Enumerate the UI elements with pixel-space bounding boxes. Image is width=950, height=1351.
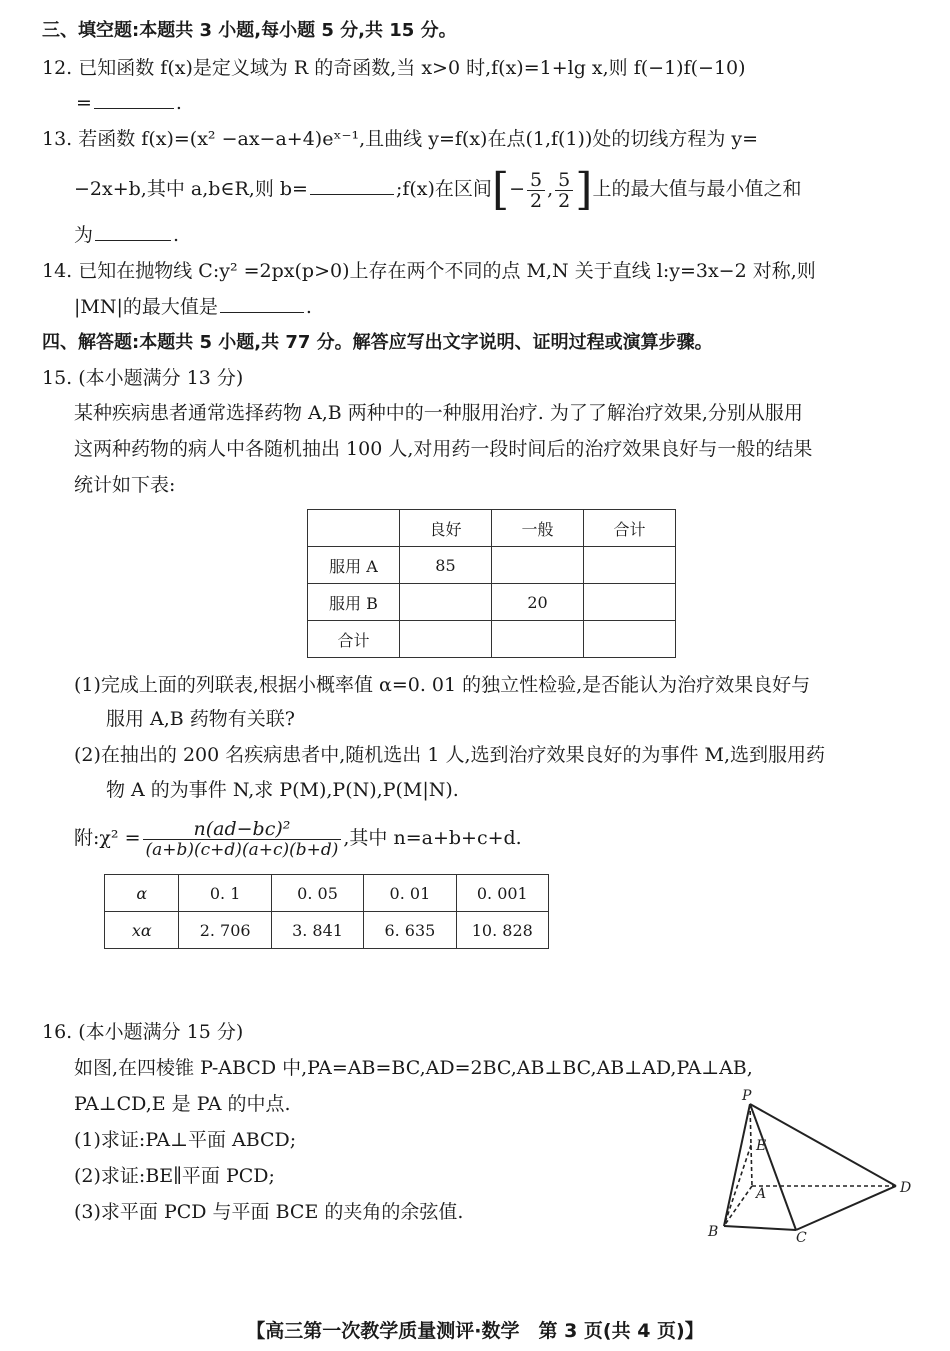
q16-sub1: (1)求证:PA⊥平面 ABCD; xyxy=(74,1129,297,1151)
q16-sub3: (3)求平面 PCD 与平面 BCE 的夹角的余弦值. xyxy=(74,1201,464,1223)
q15-para-line1: 某种疾病患者通常选择药物 A,B 两种中的一种服用治疗. 为了了解治疗效果,分别从服用 xyxy=(74,402,803,424)
table-cell: 0. 01 xyxy=(364,875,456,912)
q15-sub1-line1: (1)完成上面的列联表,根据小概率值 α=0. 01 的独立性检验,是否能认为治疗效果良好与 xyxy=(74,674,811,696)
edge-BC xyxy=(724,1226,796,1230)
table-row xyxy=(308,547,676,584)
table-cell xyxy=(491,621,583,658)
q13-line2 xyxy=(74,164,802,215)
table-header-cell: 合计 xyxy=(584,510,676,547)
edge-PC xyxy=(750,1104,796,1230)
critical-value-table xyxy=(104,874,549,949)
q13-b-blank xyxy=(310,176,394,195)
table-cell: 3. 841 xyxy=(271,912,363,949)
q13-bracket-close: ] xyxy=(575,164,593,215)
q16-para-line2: PA⊥CD,E 是 PA 的中点. xyxy=(74,1093,291,1115)
q15-title: 15. (本小题满分 13 分) xyxy=(42,367,244,389)
q14-period: . xyxy=(305,296,312,318)
table-cell: 20 xyxy=(491,584,583,621)
q12-answer-blank xyxy=(94,90,174,109)
q13-line3 xyxy=(74,222,179,248)
q13-minus: − xyxy=(509,178,526,200)
q15-sub1-line2: 服用 A,B 药物有关联? xyxy=(106,708,295,730)
table-row xyxy=(105,912,549,949)
q13-bracket-open: [ xyxy=(491,164,510,215)
chi-square-numerator: n(ad−bc)² xyxy=(143,819,342,840)
q14-line2 xyxy=(74,294,312,320)
q13-comma: , xyxy=(547,178,554,200)
edge-PB xyxy=(724,1104,750,1226)
q12-line1: 12. 已知函数 f(x)是定义域为 R 的奇函数,当 x>0 时,f(x)=1+lg x,则 f(−1)f(−10) xyxy=(42,57,746,79)
q15-para-line2: 这两种药物的病人中各随机抽出 100 人,对用药一段时间后的治疗效果良好与一般的结果 xyxy=(74,438,813,460)
q13-text-b: ;f(x)在区间 xyxy=(395,178,492,200)
q12-period: . xyxy=(175,92,182,114)
q13-sum-blank xyxy=(95,222,171,241)
q15-sub2-line2: 物 A 的为事件 N,求 P(M),P(N),P(M|N). xyxy=(106,779,459,801)
q13-frac2-den: 2 xyxy=(558,189,571,212)
q14-answer-blank xyxy=(220,294,304,313)
page-footer: 【高三第一次教学质量测评·数学 第 3 页(共 4 页)】 xyxy=(246,1320,704,1342)
label-B: B xyxy=(708,1224,719,1240)
table-cell: 6. 635 xyxy=(364,912,456,949)
q13-wei: 为 xyxy=(74,224,94,246)
table-row xyxy=(105,875,549,912)
q12-line2 xyxy=(76,90,182,116)
q15-sub2-line1: (2)在抽出的 200 名疾病患者中,随机选出 1 人,选到治疗效果良好的为事件 M,选到服用药 xyxy=(74,744,826,766)
q13-text-a: −2x+b,其中 a,b∈R,则 b= xyxy=(74,178,308,200)
q15-para-line3: 统计如下表: xyxy=(74,474,176,496)
chi-square-note: ,其中 n=a+b+c+d. xyxy=(343,827,522,849)
q13-text-c: 上的最大值与最小值之和 xyxy=(592,178,802,200)
table-cell: 0. 001 xyxy=(456,875,548,912)
table-cell: 合计 xyxy=(308,621,400,658)
table-cell: 2. 706 xyxy=(179,912,271,949)
q13-fraction-1 xyxy=(527,170,545,211)
segment-BE-hidden xyxy=(724,1145,751,1226)
q13-frac1-den: 2 xyxy=(530,189,543,212)
label-C: C xyxy=(796,1230,807,1244)
label-P: P xyxy=(742,1088,752,1104)
table-header-cell: 良好 xyxy=(399,510,491,547)
table-cell: 0. 05 xyxy=(271,875,363,912)
table-cell xyxy=(399,584,491,621)
table-cell xyxy=(399,621,491,658)
edge-PD xyxy=(750,1104,896,1186)
q15-appendix-formula xyxy=(74,814,522,862)
table-cell xyxy=(584,547,676,584)
table-cell xyxy=(491,547,583,584)
label-D: D xyxy=(900,1180,912,1196)
pyramid-figure xyxy=(700,1084,930,1244)
q13-fraction-2 xyxy=(555,170,573,211)
table-cell: xα xyxy=(105,912,179,949)
label-E: E xyxy=(756,1138,767,1154)
table-cell: 0. 1 xyxy=(179,875,271,912)
chi-square-label: 附:χ² = xyxy=(74,827,141,849)
q14-text: |MN|的最大值是 xyxy=(74,296,218,318)
table-header-cell xyxy=(308,510,400,547)
section-3-header: 三、填空题:本题共 3 小题,每小题 5 分,共 15 分。 xyxy=(42,20,457,41)
chi-square-fraction xyxy=(143,819,342,860)
table-header-cell: 一般 xyxy=(491,510,583,547)
q16-sub2: (2)求证:BE∥平面 PCD; xyxy=(74,1165,275,1187)
table-row xyxy=(308,621,676,658)
q13-frac1-num: 5 xyxy=(527,170,545,191)
table-cell: 服用 B xyxy=(308,584,400,621)
contingency-table xyxy=(307,509,676,658)
chi-square-denominator: (a+b)(c+d)(a+c)(b+d) xyxy=(145,839,339,860)
q12-equals: = xyxy=(76,92,92,114)
table-cell: 服用 A xyxy=(308,547,400,584)
table-cell: 85 xyxy=(399,547,491,584)
section-4-header: 四、解答题:本题共 5 小题,共 77 分。解答应写出文字说明、证明过程或演算步骤。 xyxy=(42,332,713,353)
table-cell xyxy=(584,621,676,658)
label-A: A xyxy=(756,1186,767,1202)
table-header-row xyxy=(308,510,676,547)
q16-title: 16. (本小题满分 15 分) xyxy=(42,1021,244,1043)
q13-frac2-num: 5 xyxy=(555,170,573,191)
q13-line1: 13. 若函数 f(x)=(x² −ax−a+4)eˣ⁻¹,且曲线 y=f(x)在点(1,f(1))处的切线方程为 y= xyxy=(42,128,759,150)
table-cell: 10. 828 xyxy=(456,912,548,949)
table-row xyxy=(308,584,676,621)
q16-para-line1: 如图,在四棱锥 P-ABCD 中,PA=AB=BC,AD=2BC,AB⊥BC,AB⊥AD,PA⊥AB, xyxy=(74,1057,753,1079)
edge-CD xyxy=(796,1186,896,1230)
table-cell: α xyxy=(105,875,179,912)
q14-line1: 14. 已知在抛物线 C:y² =2px(p>0)上存在两个不同的点 M,N 关于直线 l:y=3x−2 对称,则 xyxy=(42,260,816,282)
table-cell xyxy=(584,584,676,621)
q13-period: . xyxy=(173,224,180,246)
